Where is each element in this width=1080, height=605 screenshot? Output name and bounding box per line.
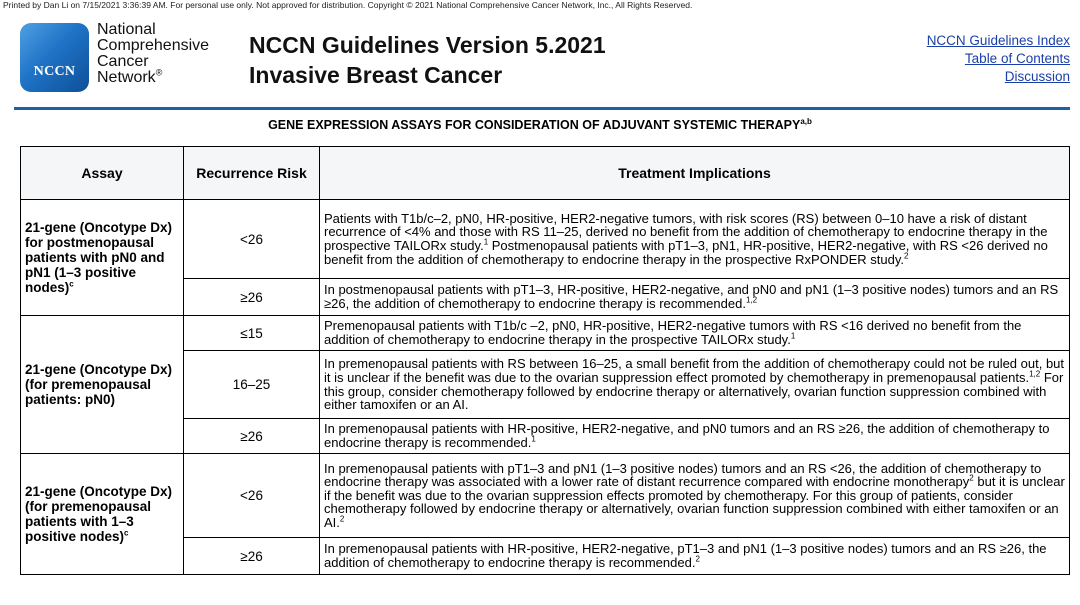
reference-superscript: 1,2 xyxy=(745,295,758,305)
reference-superscript: 2 xyxy=(969,473,974,483)
header-divider xyxy=(14,107,1070,110)
treatment-implication-cell: In premenopausal patients with HR-positive, HER2-negative, and pN0 tumors and an RS ≥26, the addition of chemotherapy to endocrine therapy is recommended.$^1$ xyxy=(320,419,1070,454)
assay-footnote: c xyxy=(124,528,129,538)
title-topic: Invasive Breast Cancer xyxy=(249,62,503,88)
registered-mark: ® xyxy=(155,67,163,78)
discussion-link[interactable]: Discussion xyxy=(1004,69,1070,84)
org-line: Network® xyxy=(97,67,163,86)
treatment-implication-cell: In postmenopausal patients with pT1–3, HR-positive, HER2-negative, and pN0 and pN1 (1–3 positive nodes) tumors and an RS ≥26, the addition of chemotherapy to endocrine therapy is recommended.$^{1,2}$ xyxy=(320,279,1070,316)
logo-text: NCCN xyxy=(33,64,76,79)
assay-cell: 21-gene (Oncotype Dx) for postmenopausal patients with pN0 and pN1 (1–3 positive nodes)$^c$ xyxy=(21,200,184,316)
reference-superscript: 2 xyxy=(904,251,909,261)
table-row xyxy=(21,200,1070,279)
treatment-implication-cell: Patients with T1b/c–2, pN0, HR-positive, HER2-negative tumors, with risk scores (RS) between 0–10 have a risk of distant recurrence of <4% and those with RS 11–25, derived no benefit from the addition of chemotherapy to endocrine therapy in the prospective TAILORx study.$^1$ Postmenopausal patients with pT1–3, pN1, HR-positive, HER2-negative, with RS <26 derived no benefit from the addition of chemotherapy to endocrine therapy in the prospective RxPONDER study.$^2$ xyxy=(320,200,1070,279)
reference-superscript: 1 xyxy=(483,237,489,247)
page-title xyxy=(249,30,606,90)
reference-superscript: 1,2 xyxy=(1029,369,1041,379)
recurrence-risk-cell: ≥26 xyxy=(184,538,320,575)
org-line: Cancer xyxy=(97,53,149,70)
table-header-row xyxy=(21,147,1070,200)
recurrence-risk-cell: ≥26 xyxy=(184,279,320,316)
table-of-contents-link[interactable]: Table of Contents xyxy=(964,51,1070,66)
reference-superscript: 2 xyxy=(339,514,345,524)
caption-footnote: a,b xyxy=(800,116,812,126)
guidelines-index-link[interactable]: NCCN Guidelines Index xyxy=(926,33,1070,48)
treatment-implication-cell: In premenopausal patients with pT1–3 and pN1 (1–3 positive nodes) tumors and an RS <26, the addition of chemotherapy to endocrine therapy was associated with a lower rate of distant recurrence compared with endocrine monotherapy$^2$ but it is unclear if the benefit was due to the ovarian suppression effects promoted by chemotherapy. For this group of patients, consider chemotherapy followed by endocrine therapy or alternatively, ovarian function suppression combined with either tamoxifen or an AI.$^2$ xyxy=(320,454,1070,538)
printed-notice: Printed by Dan Li on 7/15/2021 3:36:39 AM. For personal use only. Not approved for distribution. Copyright © 2021 National Comprehensive Cancer Network, Inc., All Rights Reserved. xyxy=(3,0,693,10)
treatment-implication-cell: In premenopausal patients with RS between 16–25, a small benefit from the addition of chemotherapy could not be ruled out, but it is unclear if the benefit was due to the ovarian suppression effect promoted by chemotherapy in premenopausal patients.$^{1,2}$ For this group, consider chemotherapy followed by endocrine therapy or alternatively, ovarian function suppression combined with either tamoxifen or an AI. xyxy=(320,351,1070,419)
nccn-logo xyxy=(20,23,89,92)
header-treatment-implications: Treatment Implications xyxy=(320,147,1070,200)
header-recurrence-risk: Recurrence Risk xyxy=(184,147,320,200)
header-assay: Assay xyxy=(21,147,184,200)
org-line: National xyxy=(97,21,156,38)
reference-superscript: 2 xyxy=(695,554,700,564)
gene-assay-table xyxy=(20,146,1070,575)
nav-links xyxy=(927,32,1070,86)
table-row xyxy=(21,454,1070,538)
org-line: Comprehensive xyxy=(97,37,210,54)
recurrence-risk-cell: <26 xyxy=(184,200,320,279)
assay-cell: 21-gene (Oncotype Dx) (for premenopausal patients: pN0) xyxy=(21,316,184,454)
title-version: NCCN Guidelines Version 5.2021 xyxy=(249,32,606,58)
reference-superscript: 1 xyxy=(531,434,536,444)
reference-superscript: 1 xyxy=(790,331,796,341)
organization-name xyxy=(97,22,209,86)
assay-footnote: c xyxy=(69,279,74,289)
assay-cell: 21-gene (Oncotype Dx) (for premenopausal patients with 1–3 positive nodes)$^c$ xyxy=(21,454,184,575)
treatment-implication-cell: In premenopausal patients with HR-positive, HER2-negative, pT1–3 and pN1 (1–3 positive nodes) tumors and an RS ≥26, the addition of chemotherapy to endocrine therapy is recommended.$^2$ xyxy=(320,538,1070,575)
table-row xyxy=(21,316,1070,351)
recurrence-risk-cell: ≤15 xyxy=(184,316,320,351)
recurrence-risk-cell: 16–25 xyxy=(184,351,320,419)
treatment-implication-cell: Premenopausal patients with T1b/c –2, pN0, HR-positive, HER2-negative tumors with RS <16 derived no benefit from the addition of chemotherapy to endocrine therapy in the prospective TAILORx study.$^1$ xyxy=(320,316,1070,351)
recurrence-risk-cell: ≥26 xyxy=(184,419,320,454)
recurrence-risk-cell: <26 xyxy=(184,454,320,538)
table-caption: GENE EXPRESSION ASSAYS FOR CONSIDERATION OF ADJUVANT SYSTEMIC THERAPY$^{a,b}$ xyxy=(268,116,812,132)
